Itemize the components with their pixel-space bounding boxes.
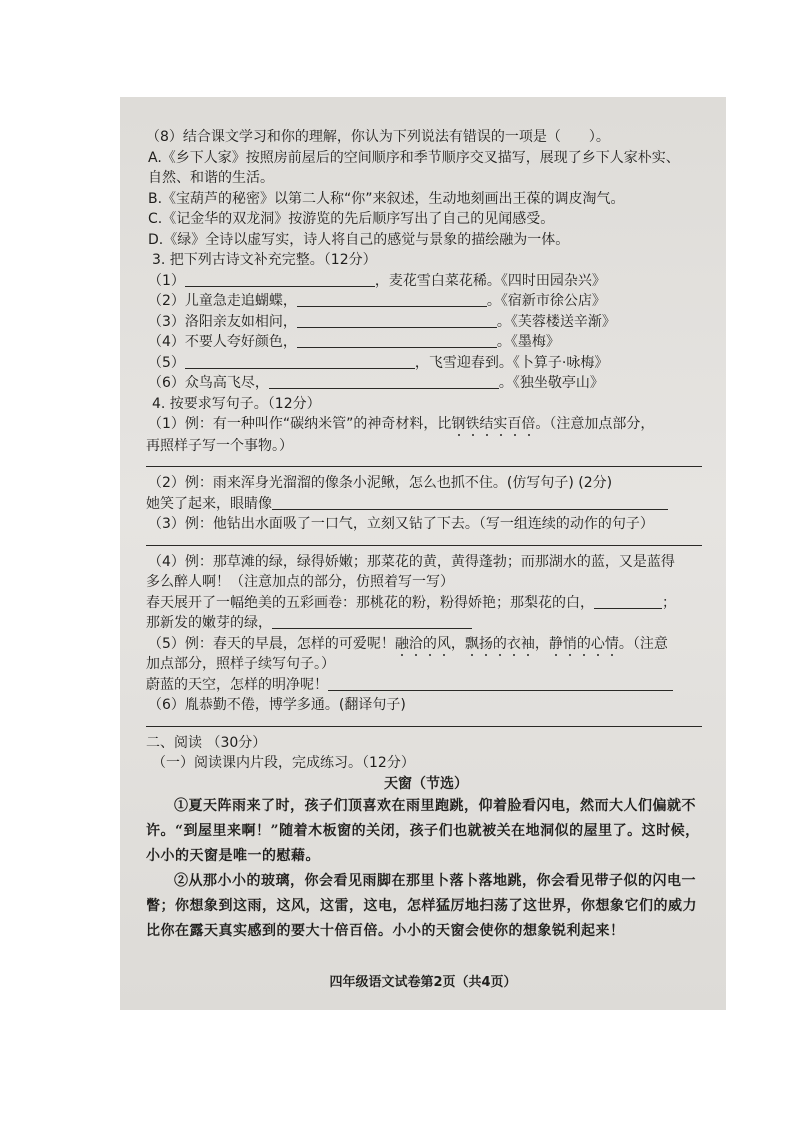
q4-s4-blank-2[interactable] xyxy=(272,613,472,629)
q8-stem: （8）结合课文学习和你的理解，你认为下列说法有错误的一项是（ ）。 xyxy=(146,129,610,145)
q4-s3-answer-line[interactable] xyxy=(146,535,702,546)
q4-s4-prompt-2: 那新发的嫩芽的绿， xyxy=(146,613,706,634)
emphasis-char: 飘 xyxy=(464,635,479,652)
emphasis-char: ， xyxy=(450,635,465,652)
q4-s1: （1）例：有一种叫作“碳纳米管”的神奇材料，比钢铁结实百倍。（注意加点部分， xyxy=(148,416,655,432)
q3-line-6: （6）众鸟高飞尽， 。《独坐敬亭山》 xyxy=(148,375,604,391)
q4-title: 4. 按要求写句子。（12分） xyxy=(152,395,321,412)
q4-s1-dotted xyxy=(451,416,535,432)
passage-paragraph-2: ②从那小小的玻璃，你会看见雨脚在那里卜落卜落地跳，你会看见带子似的闪电一瞥；你想象到这雨，这风，这雷，这电，怎样猛厉地扫荡了这世界，你想象它们的威力比你在露天真实感到的要大十倍百倍。小小的天窗会使你的想象锐利起来！ xyxy=(146,873,697,939)
reading-subtitle: （一）阅读课内片段，完成练习。（12分） xyxy=(152,755,415,771)
emphasis-char: 铁 xyxy=(465,416,480,432)
emphasis-char: 的 xyxy=(492,635,507,652)
emphasis-char: 的 xyxy=(422,635,437,652)
q4-s3: （3）例：他钻出水面吸了一口气，立刻又钻了下去。（写一组连续的动作的句子） xyxy=(148,516,654,532)
q4-s2-answer: 她笑了起来，眼睛像 xyxy=(146,494,706,515)
emphasis-char: 心 xyxy=(590,635,605,652)
emphasis-char: 钢 xyxy=(451,416,466,432)
emphasis-char: 风 xyxy=(436,635,451,652)
q4-s4-prompt: 春天展开了一幅绝美的五彩画卷：那桃花的粉，粉得娇艳；那梨花的白， ； xyxy=(146,594,676,611)
q3-line-5: （5） ，飞雪迎春到。《卜算子·咏梅》 xyxy=(148,354,609,371)
q8-option-a[interactable]: A.《乡下人家》按照房前屋后的空间顺序和季节顺序交叉描写，展现了乡下人家朴实、 xyxy=(148,149,680,166)
q4-s1-answer-line[interactable] xyxy=(146,456,702,467)
q4-s5-answer: 蔚蓝的天空，怎样的明净呢！ xyxy=(146,675,706,696)
q8-option-c[interactable]: C.《记金华的双龙洞》按游览的先后顺序写出了自己的见闻感受。 xyxy=(148,211,555,227)
emphasis-char: 情 xyxy=(604,635,619,652)
q3-line-3: （3）洛阳亲友如相问， 。《芙蓉楼送辛渐》 xyxy=(148,313,616,330)
exam-paper xyxy=(120,97,726,1010)
emphasis-char: 的 xyxy=(576,635,591,652)
q3-line-4: （4）不要人夸好颜色， 。《墨梅》 xyxy=(148,334,560,350)
emphasis-char: 洽 xyxy=(408,635,423,652)
q8-option-a-cont: 自然、和谐的生活。 xyxy=(148,170,274,186)
q3-blank-2[interactable] xyxy=(297,291,487,307)
emphasis-char: 悄 xyxy=(562,635,577,652)
q3-line-1: （1） ，麦花雪白菜花稀。《四时田园杂兴》 xyxy=(148,272,606,289)
q4-s6: （6）胤恭勤不倦，博学多通。(翻译句子) xyxy=(148,697,406,713)
q4-s2-blank[interactable] xyxy=(272,494,668,510)
exam-content xyxy=(146,127,706,944)
emphasis-char: 静 xyxy=(548,635,563,652)
q4-s5: （5）例：春天的早晨，怎样的可爱呢！融洽的风，飘扬的衣袖，静悄的心情。（注意 xyxy=(148,635,668,652)
q8-option-d[interactable]: D.《绿》全诗以虚写实，诗人将自己的感觉与景象的描绘融为一体。 xyxy=(148,231,570,248)
passage-paragraph-1: ①夏天阵雨来了时，孩子们顶喜欢在雨里跑跳，仰着脸看闪电，然而大人们偏就不许。“到屋里来啊！”随着木板窗的关闭，孩子们也就被关在地洞似的屋里了。这时候，小小的天窗是唯一的慰藉。 xyxy=(146,798,700,864)
q4-s4: （4）例：那草滩的绿，绿得娇嫩；那菜花的黄，黄得蓬勃；而那湖水的蓝，又是蓝得 xyxy=(148,553,675,570)
q4-s5-dotted xyxy=(395,636,619,652)
q4-s4-cont: 多么醉人啊！（注意加点的部分，仿照着写一写） xyxy=(146,574,454,590)
q3-blank-6[interactable] xyxy=(269,373,499,389)
emphasis-char: 结 xyxy=(479,416,494,432)
passage-title: 天窗（节选） xyxy=(384,775,468,792)
q3-blank-5[interactable] xyxy=(185,353,415,369)
q4-s5-blank[interactable] xyxy=(328,675,673,691)
q3-line-2: （2）儿童急走追蝴蝶， 。《宿新市徐公店》 xyxy=(148,293,606,309)
emphasis-char: 衣 xyxy=(506,635,521,652)
reading-title: 二、阅读 （30分） xyxy=(146,734,267,751)
emphasis-char: 倍 xyxy=(521,416,536,432)
emphasis-char: ， xyxy=(534,635,549,652)
emphasis-char: 扬 xyxy=(478,635,493,652)
q4-s6-answer-line[interactable] xyxy=(146,716,702,727)
emphasis-char: 实 xyxy=(493,416,508,432)
q3-blank-3[interactable] xyxy=(297,312,497,328)
page-footer: 四年级语文试卷第2页（共4页） xyxy=(329,975,517,990)
q3-blank-4[interactable] xyxy=(297,332,497,348)
q4-s2: （2）例：雨来浑身光溜溜的像条小泥鳅，怎么也抓不住。(仿写句子) (2分) xyxy=(148,475,613,491)
emphasis-char: 融 xyxy=(394,635,409,652)
q4-s4-blank-1[interactable] xyxy=(594,593,662,609)
q4-s5-cont: 加点部分，照样子续写句子。） xyxy=(146,656,335,672)
q4-s1-cont: 再照样子写一个事物。） xyxy=(146,437,293,454)
q3-blank-1[interactable] xyxy=(185,271,375,287)
emphasis-char: 袖 xyxy=(520,635,535,652)
q3-title: 3. 把下列古诗文补充完整。（12分） xyxy=(152,252,377,268)
emphasis-char: 百 xyxy=(507,416,522,432)
q8-option-b[interactable]: B.《宝葫芦的秘密》以第二人称“你”来叙述，生动地刻画出王葆的调皮淘气。 xyxy=(148,190,625,207)
